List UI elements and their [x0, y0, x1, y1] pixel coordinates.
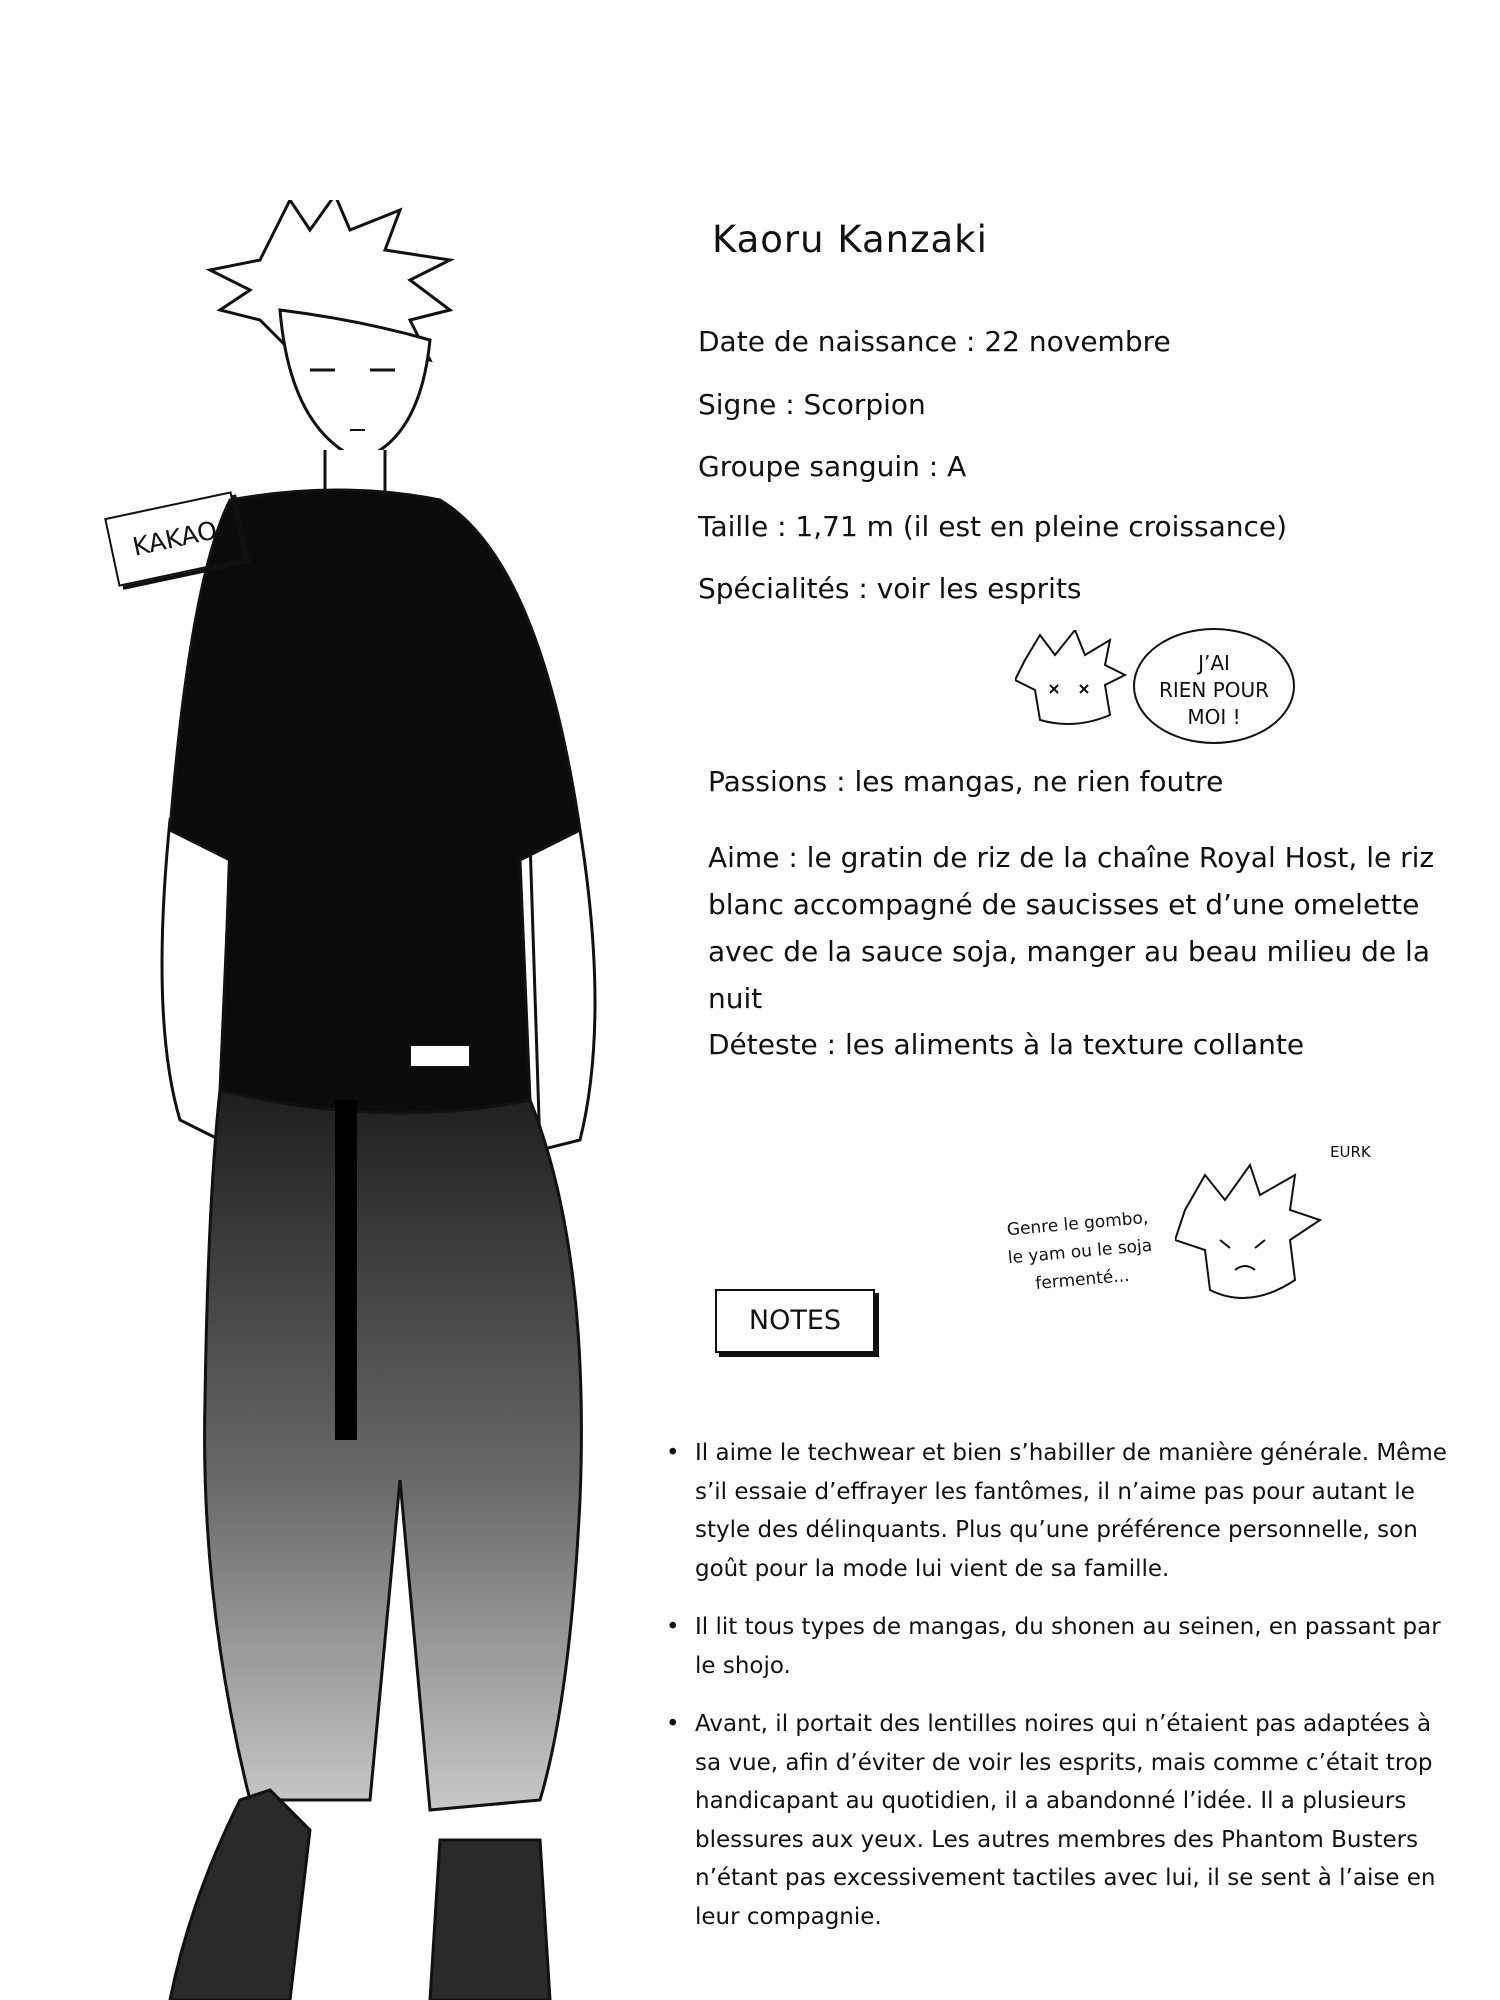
note-item: • Il aime le techwear et bien s’habiller de manière générale. Même s’il essaie d’effrayer les fantômes, il n’aime pas pour autant le style des délinquants. Plus qu’une préférence personnelle, son goût pour la mode lui vient de sa famille.: [660, 1434, 1460, 1588]
right-shoe: [430, 1840, 550, 2000]
dislikes: Déteste : les aliments à la texture collante: [708, 1028, 1305, 1061]
side-note: Genre le gombo, le yam ou le soja fermenté...: [1006, 1207, 1153, 1294]
note-item: • Il lit tous types de mangas, du shonen au seinen, en passant par le shojo.: [660, 1608, 1460, 1685]
speech-bubble: J’AI RIEN POUR MOI !: [1133, 628, 1295, 744]
t-shirt: [170, 490, 580, 1113]
notes-header: NOTES: [715, 1289, 875, 1353]
specialties: Spécialités : voir les esprits: [698, 572, 1082, 605]
eurk-sfx: EURK: [1330, 1143, 1371, 1161]
pants: [205, 1090, 582, 1810]
right-arm: [530, 830, 595, 1150]
zodiac-sign: Signe : Scorpion: [698, 388, 926, 421]
character-name: Kaoru Kanzaki: [712, 218, 988, 261]
character-illustration: [110, 200, 730, 2000]
chibi-face-1: [1015, 630, 1135, 730]
notes-list: [660, 1434, 1460, 1956]
likes: Aime : le gratin de riz de la chaîne Royal Host, le riz blanc accompagné de saucisses et d’une omelette avec de la sauce soja, manger au beau milieu de la nuit: [708, 841, 1435, 1015]
height: Taille : 1,71 m (il est en pleine croissance): [698, 510, 1288, 543]
face: [280, 310, 430, 460]
passions: Passions : les mangas, ne rien foutre: [708, 765, 1224, 798]
note-item: • Avant, il portait des lentilles noires qui n’étaient pas adaptées à sa vue, afin d’éviter de voir les esprits, mais comme c’était trop handicapant au quotidien, il a abandonné l’idée. Il a plusieurs blessures aux yeux. Les autres membres des Phantom Busters n’étant pas excessivement tactiles avec lui, il se sent à l’aise en leur compagnie.: [660, 1705, 1460, 1936]
kakao-tag: KAKAO: [104, 491, 246, 586]
birth-date: Date de naissance : 22 novembre: [698, 325, 1171, 358]
chibi-face-2: [1175, 1160, 1325, 1310]
left-shoe: [170, 1790, 310, 2000]
blood-type: Groupe sanguin : A: [698, 450, 967, 483]
